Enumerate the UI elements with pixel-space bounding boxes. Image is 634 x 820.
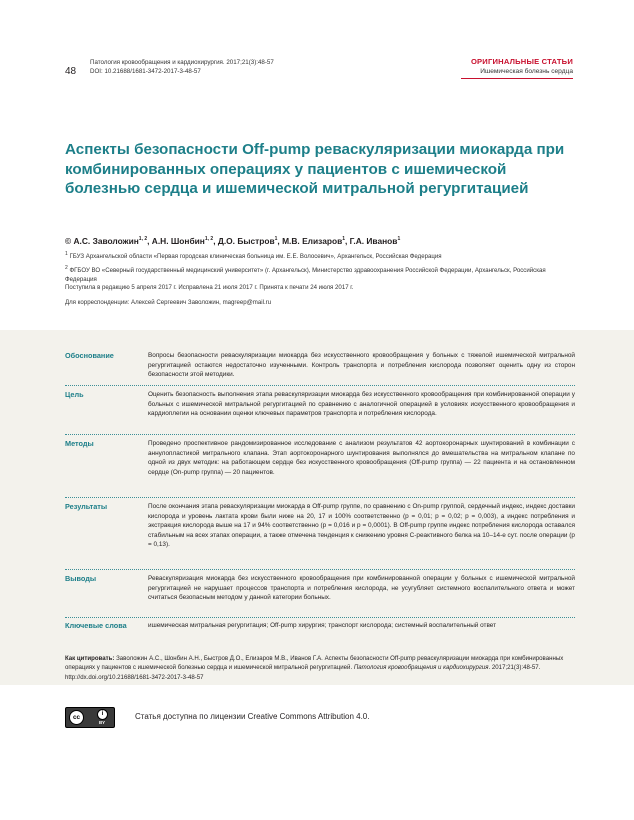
abstract-text: Оценить безопасность выполнения этапа реваскуляризации миокарда без искусственного кровообращения при комбинированной операции у больных с ишемической митральной регургитацией по сравнению с аналогичной операцией в условиях искусственного кровообращения и кардиоплегии на основании оценки ключевых параметров транспорта и потребления кислорода.	[148, 391, 575, 418]
copyright-mark: ©	[65, 236, 72, 246]
author-separator: ,	[277, 236, 283, 246]
cc-icon: cc	[69, 710, 84, 725]
citation-text: Заволожин А.С., Шонбин А.Н., Быстров Д.О., Елизаров М.В., Иванов Г.А. Аспекты безопасности Off-pump реваскуляризации миокарда при комбинированных операциях у пациентов с ишемической болезнью сердца и ишемической митральной регургитацией.	[65, 655, 564, 672]
author-affiliation-mark: 1, 2	[204, 236, 214, 243]
abstract-text: Проведено проспективное рандомизированное исследование с анализом результатов 42 аортокоронарных шунтирований в комбинации с аннулопластикой митрального клапана. Этап аортокоронарного шунтирования выполнялся до вмешательства на митральном клапане по одной из двух методик: на работающем сердце без искусственного кровообращения (Off-pump группа) — 22 пациента и на остановленном сердце (On-pump группа) — 20 пациентов.	[148, 440, 575, 476]
author-separator: ,	[345, 236, 350, 246]
affiliation-1	[65, 250, 575, 261]
author-affiliation-mark: 1, 2	[138, 236, 148, 243]
citation-tail: . 2017;21(3):48-57. http://dx.doi.org/10.21688/1681-3472-2017-3-48-57	[65, 664, 541, 681]
cc-license-badge	[65, 707, 115, 728]
citation-journal: Патология кровообращения и кардиохирургия	[353, 664, 489, 672]
abstract-text: ишемическая митральная регургитация; Off-pump хирургия; транспорт кислорода; системный воспалительный ответ	[148, 622, 497, 629]
author-affiliation-mark: 1	[342, 236, 346, 243]
author-affiliation-mark: 1	[274, 236, 278, 243]
journal-info	[90, 58, 274, 76]
author: Г.А. Иванов	[349, 236, 398, 246]
citation	[65, 654, 575, 682]
abstract-divider	[65, 569, 575, 570]
affiliation-text: ГБУЗ Архангельской области «Первая городская клиническая больница им. Е.Е. Волосевич», Архангельск, Российская Федерация	[69, 253, 442, 261]
affiliation-text: ФГБОУ ВО «Северный государственный медицинский университет» (г. Архангельск), Министерство здравоохранения Российской Федерации, Архангельск, Российская Федерация	[65, 267, 546, 284]
abstract-label: Обоснование	[65, 351, 114, 360]
affiliation-number: 1	[65, 251, 68, 257]
journal-doi: DOI: 10.21688/1681-3472-2017-3-48-57	[90, 68, 201, 75]
author: Д.О. Быстров	[217, 236, 275, 246]
author-separator: ,	[147, 236, 152, 246]
section-subtitle: Ишемическая болезнь сердца	[480, 68, 573, 75]
abstract-label: Результаты	[65, 502, 108, 511]
author-separator: ,	[213, 236, 218, 246]
article-title: Аспекты безопасности Off-pump реваскуляризации миокарда при комбинированных операциях у пациентов с ишемической болезнью сердца и ишемической митральной регургитацией	[65, 141, 565, 197]
abstract-divider	[65, 617, 575, 618]
author: М.В. Елизаров	[282, 236, 343, 246]
author: А.С. Заволожин	[73, 236, 139, 246]
author-list	[65, 236, 400, 246]
page-number: 48	[65, 66, 77, 77]
license-text: Статья доступна по лицензии Creative Commons Attribution 4.0.	[135, 712, 370, 721]
abstract-divider	[65, 385, 575, 386]
abstract-text: Вопросы безопасности реваскуляризации миокарда без искусственного кровообращения у больных с тяжелой ишемической митральной регургитацией остаются недостаточно изученными. Контроль транспорта и потребления кислорода позволяет оценить одну из сторон безопасности этой методики.	[148, 352, 575, 379]
citation-label: Как цитировать:	[65, 655, 115, 662]
abstract-divider	[65, 434, 575, 435]
abstract-label: Цель	[65, 390, 84, 399]
abstract-text: После окончания этапа реваскуляризации миокарда в Off-pump группе, по сравнению с On-pump группой, сердечный индекс, индекс доставки кислорода и уровень лактата крови были ниже на 20, 17 и 100% соответственно (p = 0,01; p = 0,02; p = 0,003), а индекс потребления и экстракция кислорода выше на 17 и 94% соответственно (p = 0,016 и p = 0,0001). В Off-pump группе индекс потребления кислорода оставался стабильным на всех этапах операции, а также отмечена тенденция к снижению уровня С-реактивного белка на 10–14-е сут. после операции (p = 0,13).	[148, 503, 575, 549]
section-header	[471, 57, 573, 75]
affiliation-2	[65, 264, 575, 284]
correspondence: Для корреспонденции: Алексей Сергеевич Заволожин, magreep@mail.ru	[65, 299, 272, 306]
abstract-label: Ключевые слова	[65, 621, 127, 630]
affiliation-number: 2	[65, 265, 68, 271]
abstract-label: Методы	[65, 439, 94, 448]
author-affiliation-mark: 1	[397, 236, 401, 243]
abstract-text: Реваскуляризация миокарда без искусственного кровообращения при комбинированной операции у больных с ишемической митральной регургитацией не нарушает процессов транспорта и потребления кислорода, не усугубляет системного воспалительного ответа и может считаться безопасным методом у данной категории больных.	[148, 575, 575, 602]
journal-citation: Патология кровообращения и кардиохирургия. 2017;21(3):48-57	[90, 59, 274, 66]
abstract-divider	[65, 497, 575, 498]
article-dates: Поступила в редакцию 5 апреля 2017 г. Исправлена 21 июля 2017 г. Принята к печати 24 июля 2017 г.	[65, 284, 354, 291]
abstract-label: Выводы	[65, 574, 97, 583]
header-rule	[461, 78, 573, 79]
section-title: ОРИГИНАЛЬНЫЕ СТАТЬИ	[470, 57, 573, 66]
by-person-icon: i	[97, 709, 108, 720]
by-label: BY	[99, 720, 106, 725]
author: А.Н. Шонбин	[151, 236, 205, 246]
